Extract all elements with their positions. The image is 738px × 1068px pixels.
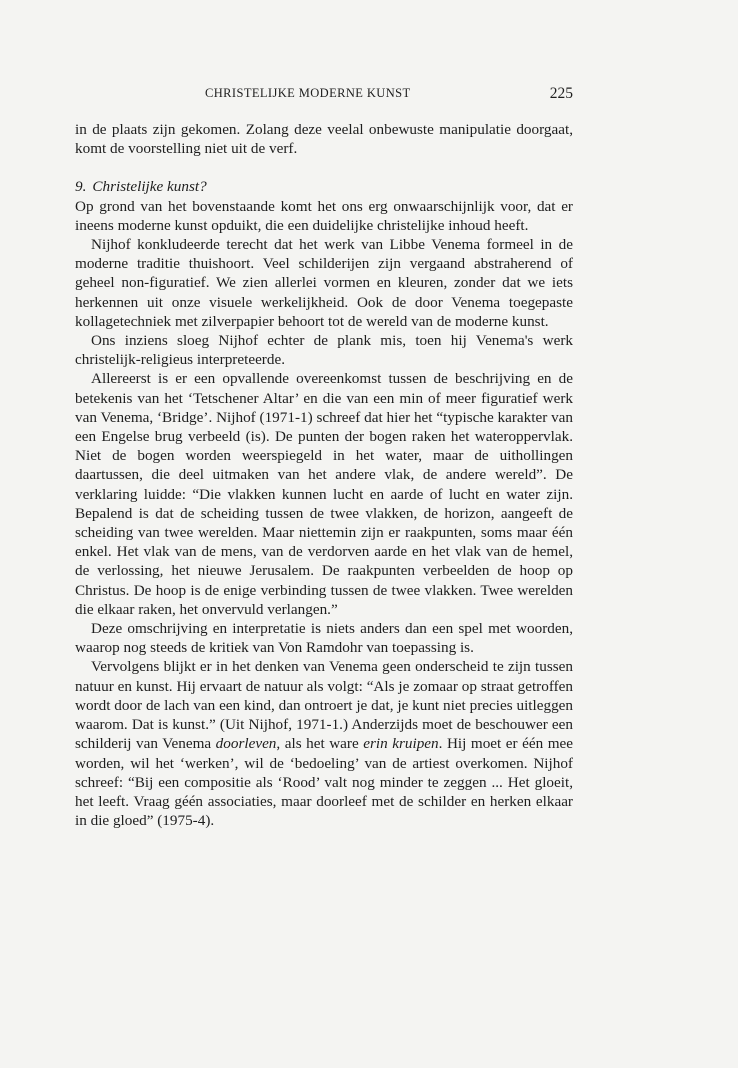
paragraph: Nijhof konkludeerde terecht dat het werk van Libbe Venema formeel in de moderne traditie thuishoort. Veel schilderijen zijn vergaand abstraherend of geheel non-figuratief. We zien allerlei vormen en kleuren, zonder dat we iets herkennen uit onze visuele werkelijkheid. Ook de door Venema toegepaste kollagetechniek met zilverpapier behoort tot de wereld van de moderne kunst. [75, 236, 573, 330]
paragraph: Deze omschrijving en interpretatie is niets anders dan een spel met woorden, waarop nog steeds de kritiek van Von Ramdohr van toepassing is. [75, 620, 573, 657]
section-heading [75, 177, 573, 196]
paragraph-text: . Hij moet er één mee worden, wil het ‘werken’, wil de ‘bedoeling’ van de artiest overkomen. Nijhof schreef: “Bij een compositie als ‘Rood’ valt nog minder te zeggen ... Het gloeit, het leeft. Vraag géén associaties, maar doorleef met de schilder en herken elkaar in die gloed” (1975-4). [75, 735, 574, 830]
page-number: 225 [549, 85, 573, 102]
paragraph-text: , als het ware [276, 735, 364, 753]
paragraph: Ons inziens sloeg Nijhof echter de plank mis, toen hij Venema's werk christelijk-religieus interpreteerde. [75, 332, 573, 369]
paragraph-continuation: in de plaats zijn gekomen. Zolang deze veelal onbewuste manipulatie doorgaat, komt de voorstelling niet uit de verf. [75, 121, 573, 158]
paragraph: Op grond van het bovenstaande komt het ons erg onwaarschijnlijk voor, dat er ineens moderne kunst opduikt, die een duidelijke christelijke inhoud heeft. [75, 197, 573, 234]
paragraph [75, 657, 573, 830]
paragraph: Allereerst is er een opvallende overeenkomst tussen de beschrijving en de betekenis van het ‘Tetschener Altar’ en die van een min of meer figuratief werk van Venema, ‘Bridge’. Nijhof (1971-1) schreef dat hier het “typische karakter van een Engelse brug verbeeld (is). De punten der bogen raken het wateroppervlak. Niet de bogen worden weerspiegeld in het water, maar de uithollingen daartussen, die deel uitmaken van het andere vlak, de andere wereld”. De verklaring luidde: “Die vlakken kunnen lucht en aarde of lucht en water zijn. Bepalend is dat de scheiding tussen de twee vlakken, de horizon, aangeeft de scheiding van twee werelden. Maar niettemin zijn er raakpunten, soms maar één enkel. Het vlak van de mens, van de verdorven aarde en het vlak van de hemel, de verlossing, het nieuwe Jerusalem. De raakpunten verbeelden de hoop op Christus. De hoop is de enige verbinding tussen de twee vlakken. Twee werelden die elkaar raken, het onvervuld verlangen.” [75, 370, 573, 618]
paragraph-text: Vervolgens blijkt er in het denken van Venema geen onderscheid te zijn tussen natuur en kunst. Hij ervaart de natuur als volgt: “Als je zomaar op straat getroffen wordt door de lach van een kind, dan ontroert je dat, je kunt niet precies uitleggen waarom. Dat is kunst.” (Uit Nijhof, 1971-1.) Anderzijds moet de beschouwer een schilderij van Venema [75, 658, 573, 753]
section-number: 9. [75, 178, 87, 196]
running-title: CHRISTELIJKE MODERNE KUNST [205, 86, 411, 100]
section-title: Christelijke kunst? [92, 178, 207, 196]
page-body [75, 120, 573, 830]
emphasis-text: doorleven [215, 735, 277, 753]
emphasis-text: erin kruipen [363, 735, 439, 753]
page-header [75, 86, 573, 106]
